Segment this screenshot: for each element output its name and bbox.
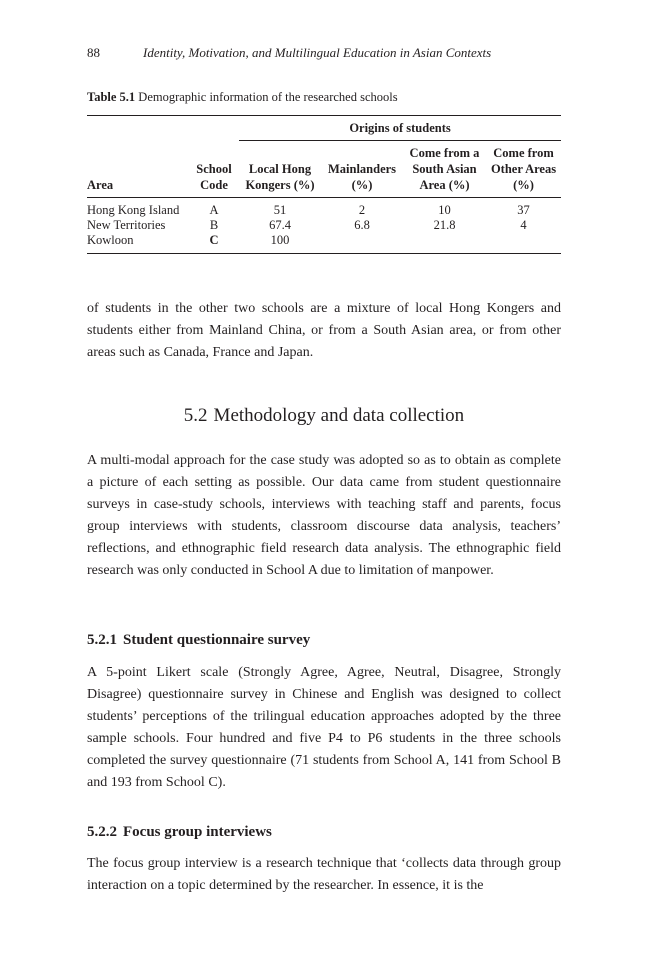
cell-other: 37 (517, 203, 530, 217)
paragraph-focus-group: The focus group interview is a research technique that ‘collects data through group interaction on a topic determined by the researcher. In essence, it is the (87, 856, 561, 893)
cell-mainlanders (321, 233, 403, 254)
table-row (87, 218, 561, 233)
cell-other (486, 233, 561, 254)
demographics-table (87, 115, 561, 254)
subsection-heading-focus-group (87, 822, 561, 842)
cell-area: New Territories (87, 218, 166, 232)
cell-area: Kowloon (87, 233, 189, 254)
col-header-south-asian: Come from a South Asian Area (%) (403, 141, 486, 198)
running-head (87, 44, 567, 62)
subsection-title: Focus group interviews (123, 824, 272, 840)
table-caption-label: Table 5.1 (87, 90, 136, 104)
cell-code: C (189, 233, 239, 254)
cell-area: Hong Kong Island (87, 203, 180, 217)
cell-local: 100 (239, 233, 321, 254)
section-title: Methodology and data collection (213, 405, 465, 426)
subsection-number: 5.2.2 (87, 824, 117, 840)
page-number: 88 (87, 45, 100, 60)
cell-mainlanders: 2 (358, 203, 366, 217)
cell-other: 4 (520, 218, 527, 232)
col-header-area: Area (87, 141, 189, 198)
cell-mainlanders: 6.8 (354, 218, 370, 232)
subsection-title: Student questionnaire survey (123, 632, 311, 648)
table-caption (87, 89, 567, 106)
col-header-other: Come from Other Areas (%) (486, 141, 561, 198)
cell-south-asian: 10 (438, 203, 451, 217)
col-header-local: Local Hong Kongers (%) (239, 141, 321, 198)
table-row (87, 198, 561, 219)
cell-code: A (209, 203, 219, 217)
paragraph-methodology: A multi-modal approach for the case study was adopted so as to obtain as complete a picture of each setting as possible. Our data came from student questionnaire surveys in case-study schools, interviews with teaching staff and parents, focus group interviews with students, classroom discourse data analysis, teachers’ reflections, and ethnographic field research data analysis. The ethnographic field research was only conducted in School A due to limitation of manpower. (87, 453, 561, 578)
subsection-heading-questionnaire (87, 630, 561, 650)
section-number: 5.2 (183, 405, 208, 426)
table-row (87, 233, 561, 254)
cell-local: 67.4 (269, 218, 291, 232)
col-header-mainlanders: Mainlanders (%) (321, 141, 403, 198)
origins-group-header: Origins of students (239, 116, 561, 141)
table-caption-text: Demographic information of the researched schools (138, 90, 398, 104)
cell-local: 51 (273, 203, 287, 217)
cell-code: B (209, 218, 219, 232)
cell-south-asian: 21.8 (433, 218, 456, 232)
section-heading (87, 404, 561, 428)
cell-south-asian (403, 233, 486, 254)
running-title: Identity, Motivation, and Multilingual Education in Asian Contexts (143, 45, 492, 60)
paragraph-questionnaire: A 5-point Likert scale (Strongly Agree, Agree, Neutral, Disagree, Strongly Disagree) questionnaire survey in Chinese and English was designed to collect students’ perceptions of the trilingual education approaches adopted by the three sample schools. Four hundred and five P4 to P6 students in the three schools completed the survey questionnaire (71 students from School A, 141 from School B and 193 from School C). (87, 665, 561, 790)
paragraph-continuation: of students in the other two schools are a mixture of local Hong Kongers and students either from Mainland China, or from a South Asian area, or from other areas such as Canada, France and Japan. (87, 301, 561, 360)
col-header-school-code: School Code (189, 141, 239, 198)
subsection-number: 5.2.1 (87, 632, 117, 648)
